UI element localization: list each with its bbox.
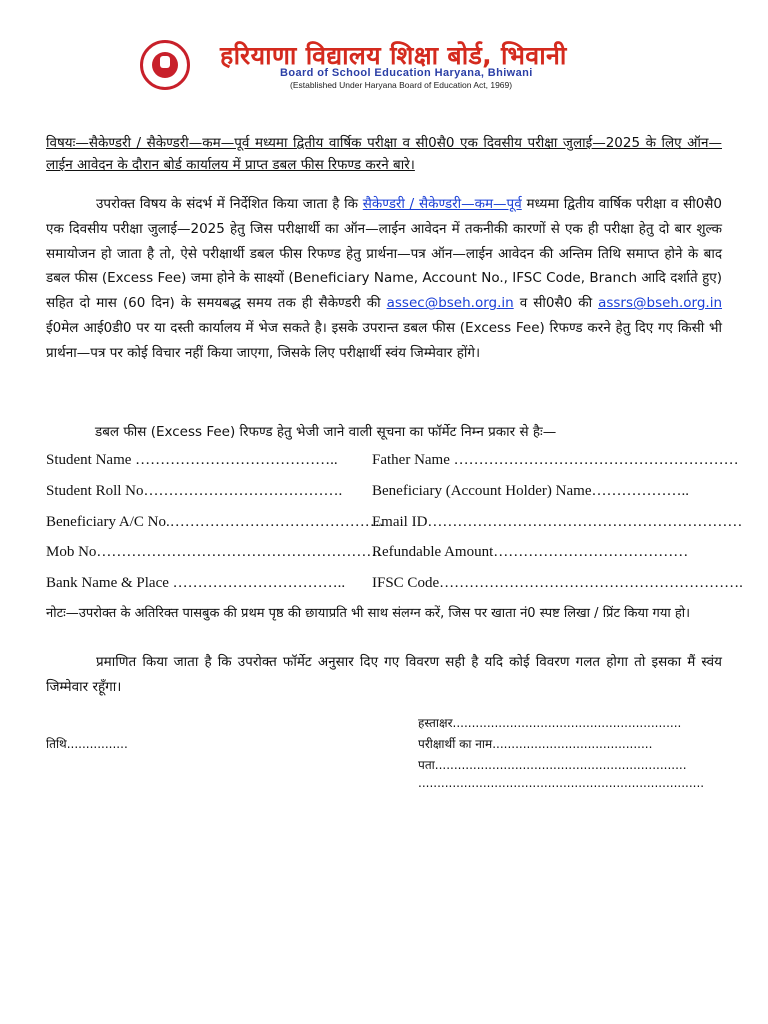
field-ifsc-code: IFSC Code……………………………………………………. (372, 575, 743, 591)
field-roll-no: Student Roll No…………………………………. (46, 483, 343, 499)
para-text-1: उपरोक्त विषय के संदर्भ में निर्देशित किया जाता है कि (96, 196, 363, 212)
format-intro: डबल फीस (Excess Fee) रिफण्ड हेतु भेजी जाने वाली सूचना का फॉर्मेट निम्न प्रकार से हैः— (95, 424, 557, 440)
para-text-4: ई0मेल आई0डी0 पर या दस्ती कार्यालय में भेज सकते है। इसके उपरान्त डबल फीस (Excess Fee) रिफण्ड करने हेतु दिए गए किसी भी प्रार्थना—पत्र पर कोई विचार नहीं किया जाएगा, जिसके लिए परीक्षार्थी स्वंय जिम्मेवार होंगे। (46, 319, 722, 361)
field-refundable-amount: Refundable Amount………………………………… (372, 544, 689, 560)
secondary-link[interactable]: सैकेण्डरी / सैकेण्डरी—कम—पूर्व (362, 196, 522, 212)
main-paragraph (46, 192, 722, 366)
subject-line: विषयः—सैकेण्डरी / सैकेण्डरी—कम—पूर्व मध्यमा द्वितीय वार्षिक परीक्षा व सी0सै0 एक दिवसीय परीक्षा जुलाई—2025 के लिए ऑन—लाईन आवेदन के दौरान बोर्ड कार्यालय में प्राप्त डबल फीस रिफण्ड करने बारे। (46, 135, 722, 173)
address-line: पता.................................................................. (418, 758, 687, 772)
board-logo-icon (140, 40, 190, 90)
field-student-name: Student Name ………………………………….. (46, 452, 338, 468)
candidate-name-line: परीक्षार्थी का नाम.......................................... (418, 737, 653, 751)
note-text: नोटः—उपरोक्त के अतिरिक्त पासबुक की प्रथम पृष्ठ की छायाप्रति भी साथ संलग्न करें, जिस पर खाता नं0 स्पष्ट लिखा / प्रिंट किया गया हो। (46, 606, 691, 621)
letterhead (140, 38, 660, 90)
email-link-assrs[interactable]: assrs@bseh.org.in (598, 295, 723, 312)
field-bank-name: Bank Name & Place …………………………….. (46, 575, 346, 591)
field-beneficiary-name: Beneficiary (Account Holder) Name……………….. (372, 483, 689, 499)
address-extra-line: ........................................................................... (418, 776, 705, 790)
field-mobile-no: Mob No………………………………………………… (46, 544, 382, 560)
board-established-note: (Established Under Haryana Board of Education Act, 1969) (290, 80, 513, 90)
para-text-3: व सी0सै0 की (513, 295, 599, 312)
field-father-name: Father Name ………………………………………………… (372, 452, 739, 468)
date-line: तिथि................ (46, 737, 128, 751)
board-title-english: Board of School Education Haryana, Bhiwani (280, 67, 533, 79)
para-text-2: मध्यमा द्वितीय वार्षिक परीक्षा व सी0सै0 एक दिवसीय परीक्षा जुलाई—2025 हेतु जिस परीक्षार्थी का ऑन—लाईन आवेदन में तकनीकी कारणों से एक ही परीक्षा हेतु दो बार शुल्क समायोजन हो जाता है तो, ऐसे परीक्षार्थी डबल फीस रिफण्ड हेतु प्रार्थना—पत्र ऑन—लाईन आवेदन की अन्तिम तिथि समाप्त होने के बाद डबल फीस (Excess Fee) जमा होने के साक्ष्यों (Beneficiary Name, Account No., IFSC Code, Branch आदि दर्शाते हुए) सहित दो मास (60 दिन) के समयबद्ध समय तक ही सैकेण्डरी की (46, 196, 722, 312)
field-account-no: Beneficiary A/C No.……………………………………. (46, 514, 384, 530)
field-email-id: Email ID……………………………………………………… (372, 514, 743, 530)
signature-line: हस्ताक्षर............................................................ (418, 716, 682, 730)
email-link-assec[interactable]: assec@bseh.org.in (386, 295, 514, 312)
certification-text: प्रमाणित किया जाता है कि उपरोक्त फॉर्मेट अनुसार दिए गए विवरण सही है यदि कोई विवरण गलत होगा तो इसका मैं स्वंय जिम्मेवार रहूँगा। (46, 654, 722, 695)
board-title-hindi: हरियाणा विद्यालय शिक्षा बोर्ड, भिवानी (220, 41, 567, 70)
